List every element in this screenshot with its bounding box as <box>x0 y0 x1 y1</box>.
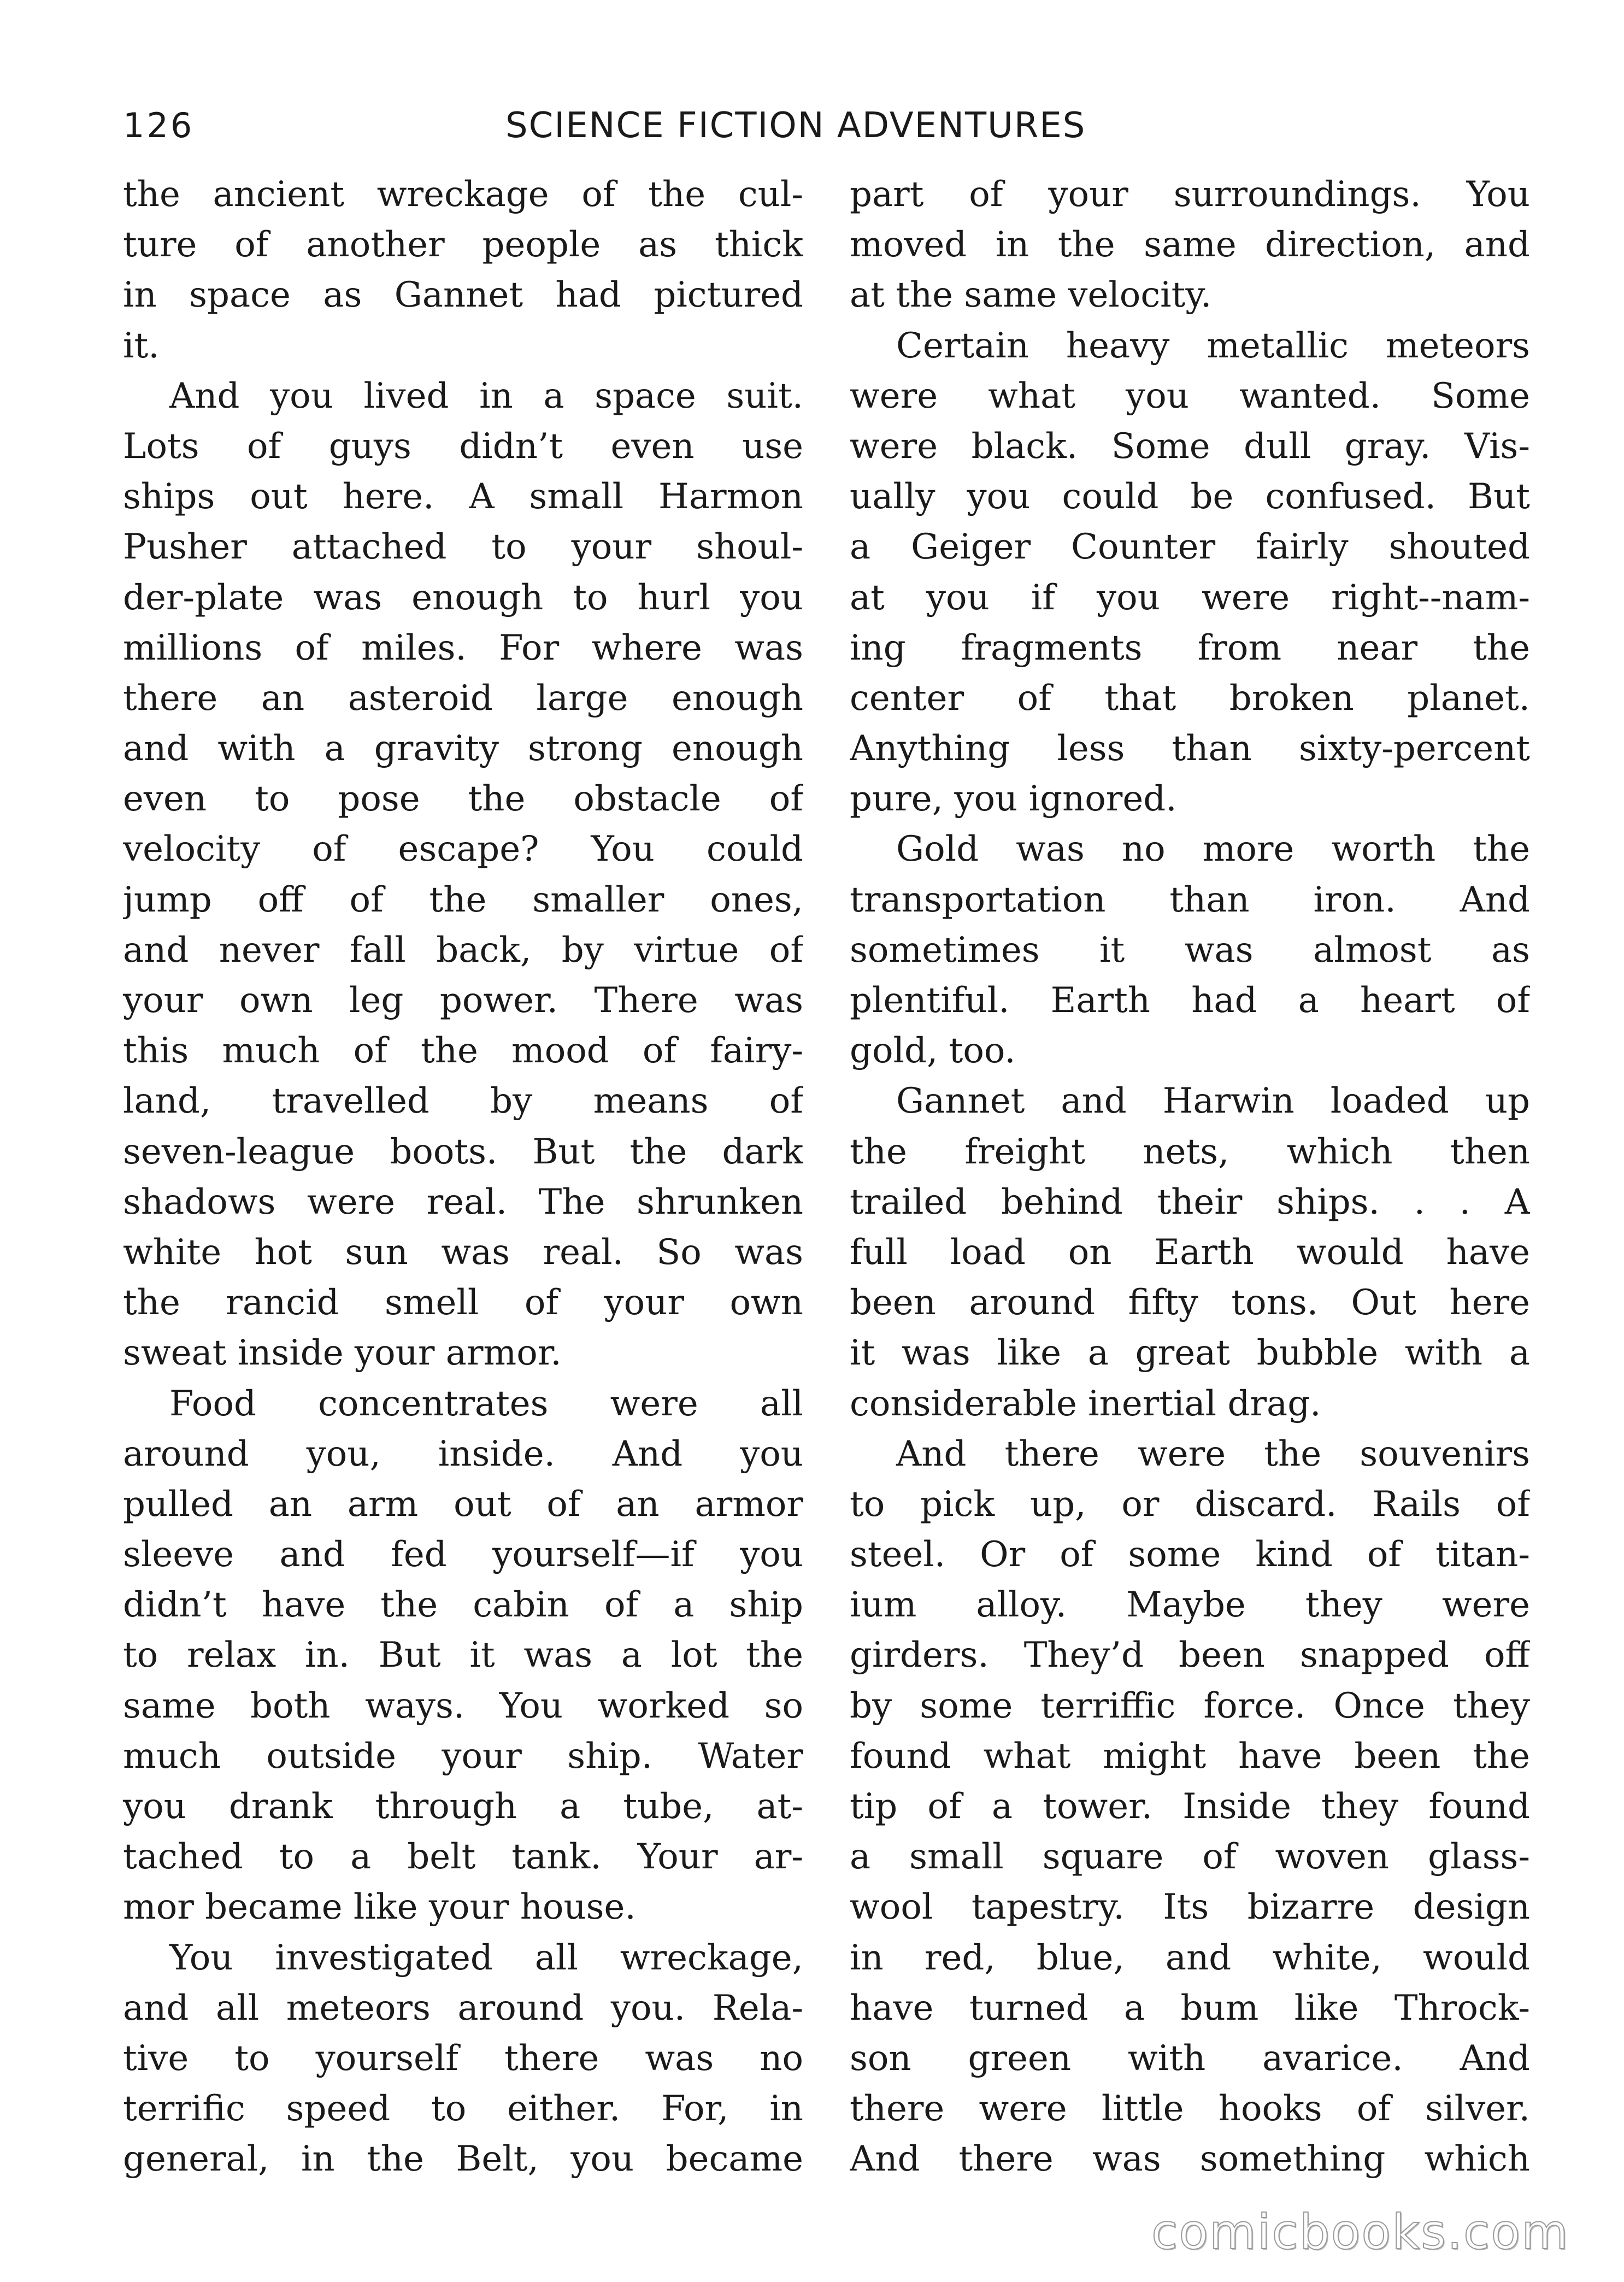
text-line: son green with avarice. And <box>850 2038 1530 2079</box>
text-line: You investigated all wreckage, <box>169 1937 803 1978</box>
text-line: seven-league boots. But the dark <box>123 1131 803 1172</box>
text-line: gold, too. <box>850 1031 1016 1072</box>
text-line: general, in the Belt, you became <box>123 2139 803 2180</box>
text-line: didn’t have the cabin of a ship <box>123 1585 803 1626</box>
text-line: at you if you were right--nam- <box>850 577 1530 618</box>
text-line: tip of a tower. Inside they found <box>850 1786 1530 1827</box>
text-line: full load on Earth would have <box>850 1232 1530 1273</box>
text-line: have turned a bum like Throck- <box>850 1987 1530 2028</box>
text-line: And there were the souvenirs <box>896 1433 1530 1474</box>
text-line: at the same velocity. <box>850 275 1212 316</box>
text-line: steel. Or of some kind of titan- <box>850 1534 1530 1575</box>
text-line: Gold was no more worth the <box>896 829 1530 870</box>
text-line: ships out here. A small Harmon <box>123 477 803 517</box>
text-column-left <box>123 169 803 2185</box>
text-line: your own leg power. There was <box>123 980 803 1021</box>
text-line: the rancid smell of your own <box>123 1283 803 1324</box>
text-line: And you lived in a space suit. <box>169 375 803 416</box>
text-line: Certain heavy metallic meteors <box>896 325 1530 366</box>
text-line: were black. Some dull gray. Vis- <box>850 426 1530 467</box>
text-line: tached to a belt tank. Your ar- <box>123 1837 803 1878</box>
text-line: trailed behind their ships. . . A <box>850 1181 1530 1222</box>
text-line: same both ways. You worked so <box>123 1685 803 1726</box>
text-line: and all meteors around you. Rela- <box>123 1987 803 2028</box>
text-column-right <box>850 169 1530 2185</box>
text-line: Pusher attached to your shoul- <box>123 527 803 568</box>
text-line: velocity of escape? You could <box>123 829 803 870</box>
text-line: center of that broken planet. <box>850 678 1530 719</box>
text-line: shadows were real. The shrunken <box>123 1181 803 1222</box>
page-header <box>123 96 1530 156</box>
text-line: Anything less than sixty-percent <box>850 728 1530 769</box>
text-line: and never fall back, by virtue of <box>123 930 803 971</box>
text-line: sometimes it was almost as <box>850 930 1530 971</box>
text-line: Lots of guys didn’t even use <box>123 426 803 467</box>
text-line: wool tapestry. Its bizarre design <box>850 1887 1530 1928</box>
text-line: the freight nets, which then <box>850 1131 1530 1172</box>
text-line: Gannet and Harwin loaded up <box>896 1081 1530 1122</box>
text-line: and with a gravity strong enough <box>123 728 803 769</box>
text-line: found what might have been the <box>850 1736 1530 1777</box>
text-line: in red, blue, and white, would <box>850 1937 1530 1978</box>
text-line: mor became like your house. <box>123 1887 636 1928</box>
text-line: terrific speed to either. For, in <box>123 2089 803 2130</box>
text-line: much outside your ship. Water <box>123 1736 803 1777</box>
text-line: to relax in. But it was a lot the <box>123 1635 803 1676</box>
text-line: sweat inside your armor. <box>123 1333 562 1374</box>
text-line: there an asteroid large enough <box>123 678 803 719</box>
text-line: pure, you ignored. <box>850 779 1177 820</box>
text-line: to pick up, or discard. Rails of <box>850 1484 1530 1525</box>
text-line: Food concentrates were all <box>169 1383 803 1424</box>
text-line: by some terriffic force. Once they <box>850 1685 1530 1726</box>
page-number: 126 <box>123 105 195 145</box>
text-line: ium alloy. Maybe they were <box>850 1585 1530 1626</box>
text-line: even to pose the obstacle of <box>123 779 803 820</box>
text-line: transportation than iron. And <box>850 879 1530 920</box>
text-line: white hot sun was real. So was <box>123 1232 803 1273</box>
text-line: plentiful. Earth had a heart of <box>850 980 1530 1021</box>
text-line: sleeve and fed yourself—if you <box>123 1534 803 1575</box>
running-title: SCIENCE FICTION ADVENTURES <box>505 105 1086 146</box>
text-line: the ancient wreckage of the cul- <box>123 174 803 215</box>
text-line: millions of miles. For where was <box>123 627 803 668</box>
text-line: were what you wanted. Some <box>850 375 1530 416</box>
text-line: pulled an arm out of an armor <box>123 1484 803 1525</box>
text-line: it. <box>123 325 160 366</box>
text-line: it was like a great bubble with a <box>850 1333 1530 1374</box>
text-line: this much of the mood of fairy- <box>123 1031 803 1072</box>
text-line: a small square of woven glass- <box>850 1837 1530 1878</box>
text-line: jump off of the smaller ones, <box>123 879 803 920</box>
text-line: been around fifty tons. Out here <box>850 1283 1530 1324</box>
text-line: ing fragments from near the <box>850 627 1530 668</box>
text-line: in space as Gannet had pictured <box>123 275 803 316</box>
text-line: land, travelled by means of <box>123 1081 803 1122</box>
text-line: part of your surroundings. You <box>850 174 1530 215</box>
text-line: a Geiger Counter fairly shouted <box>850 527 1530 568</box>
text-line: considerable inertial drag. <box>850 1383 1321 1424</box>
text-line: And there was something which <box>850 2139 1530 2180</box>
text-line: tive to yourself there was no <box>123 2038 803 2079</box>
text-line: girders. They’d been snapped off <box>850 1635 1530 1676</box>
text-line: there were little hooks of silver. <box>850 2089 1530 2130</box>
text-line: you drank through a tube, at- <box>123 1786 803 1827</box>
watermark: comicbooks.com <box>1151 2204 1569 2260</box>
text-line: der-plate was enough to hurl you <box>123 577 803 618</box>
text-line: moved in the same direction, and <box>850 225 1530 266</box>
text-line: around you, inside. And you <box>123 1433 803 1474</box>
text-line: ually you could be confused. But <box>850 477 1530 517</box>
text-line: ture of another people as thick <box>123 225 803 266</box>
